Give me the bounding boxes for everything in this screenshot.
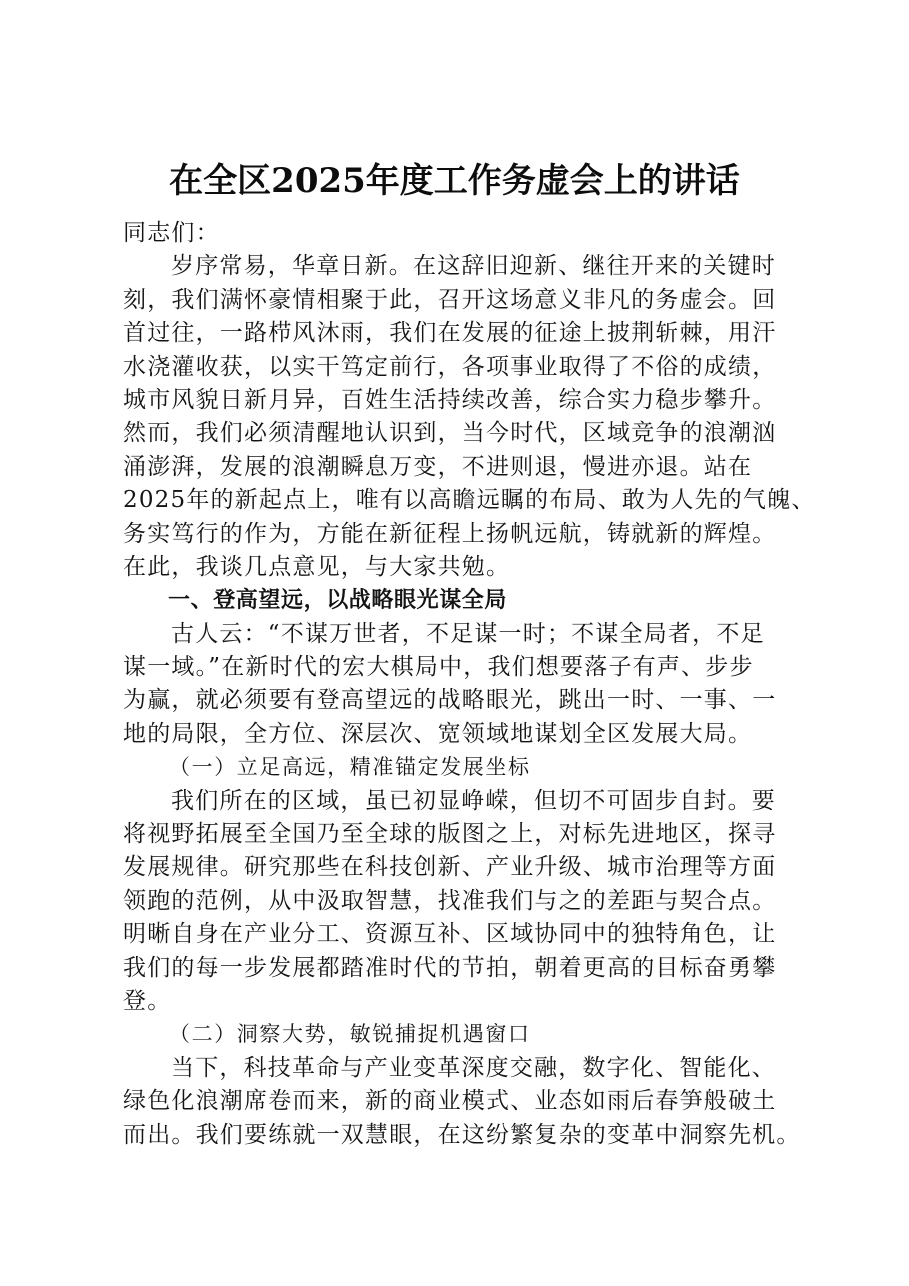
text-line: 同志们： — [123, 220, 220, 246]
text-line: 涌澎湃，发展的浪潮瞬息万变，不进则退，慢进亦退。站在 — [123, 453, 753, 480]
text-line: 登。 — [123, 987, 172, 1014]
text-line: 岁序常易，华章日新。在这辞旧迎新、继往开来的关键时 — [171, 253, 776, 280]
document-body — [123, 217, 816, 1152]
section-heading: 一、登高望远，以战略眼光谋全局 — [168, 588, 508, 614]
text-line: 而出。我们要练就一双慧眼，在这纷繁复杂的变革中洞察先机。 — [123, 1121, 801, 1148]
text-line: 2025年的新起点上，唯有以高瞻远瞩的布局、敢为人先的气魄、 — [123, 487, 816, 514]
text-line: 城市风貌日新月异，百姓生活持续改善，综合实力稳步攀升。 — [123, 386, 777, 413]
subsection-heading: （一）立足高远，精准锚定发展坐标 — [169, 755, 531, 780]
text-line: 当下，科技革命与产业变革深度交融，数字化、智能化、 — [171, 1054, 776, 1081]
text-line: 古人云：“不谋万世者，不足谋一时；不谋全局者，不足 — [171, 620, 765, 647]
text-line: 刻，我们满怀豪情相聚于此，召开这场意义非凡的务虚会。回 — [123, 286, 777, 313]
document-title: 在全区2025年度工作务虚会上的讲话 — [169, 161, 740, 201]
text-line: 发展规律。研究那些在科技创新、产业升级、城市治理等方面 — [123, 854, 777, 881]
text-line: 为赢，就必须要有登高望远的战略眼光，跳出一时、一事、一 — [123, 687, 777, 714]
subsection-heading: （二）洞察大势，敏锐捕捉机遇窗口 — [169, 1022, 531, 1047]
text-line: 领跑的范例，从中汲取智慧，找准我们与之的差距与契合点。 — [123, 887, 777, 914]
text-line: 绿色化浪潮席卷而来，新的商业模式、业态如雨后春笋般破土 — [123, 1088, 777, 1115]
text-line: 将视野拓展至全国乃至全球的版图之上，对标先进地区，探寻 — [123, 821, 777, 848]
text-line: 明晰自身在产业分工、资源互补、区域协同中的独特角色，让 — [123, 921, 777, 948]
text-line: 地的局限，全方位、深层次、宽领域地谋划全区发展大局。 — [123, 720, 753, 747]
text-line: 水浇灌收获，以实干笃定前行，各项事业取得了不俗的成绩， — [123, 353, 777, 380]
text-line: 务实笃行的作为，方能在新征程上扬帆远航，铸就新的辉煌。 — [123, 520, 777, 547]
text-line: 谋一域。”在新时代的宏大棋局中，我们想要落子有声、步步 — [123, 654, 754, 681]
text-line: 首过往，一路栉风沐雨，我们在发展的征途上披荆斩棘，用汗 — [123, 320, 777, 347]
text-line: 然而，我们必须清醒地认识到，当今时代，区域竞争的浪潮汹 — [123, 420, 777, 447]
text-line: 我们的每一步发展都踏准时代的节拍，朝着更高的目标奋勇攀 — [123, 954, 777, 981]
text-line: 在此，我谈几点意见，与大家共勉。 — [123, 553, 511, 580]
text-line: 我们所在的区域，虽已初显峥嵘，但切不可固步自封。要 — [171, 787, 776, 814]
